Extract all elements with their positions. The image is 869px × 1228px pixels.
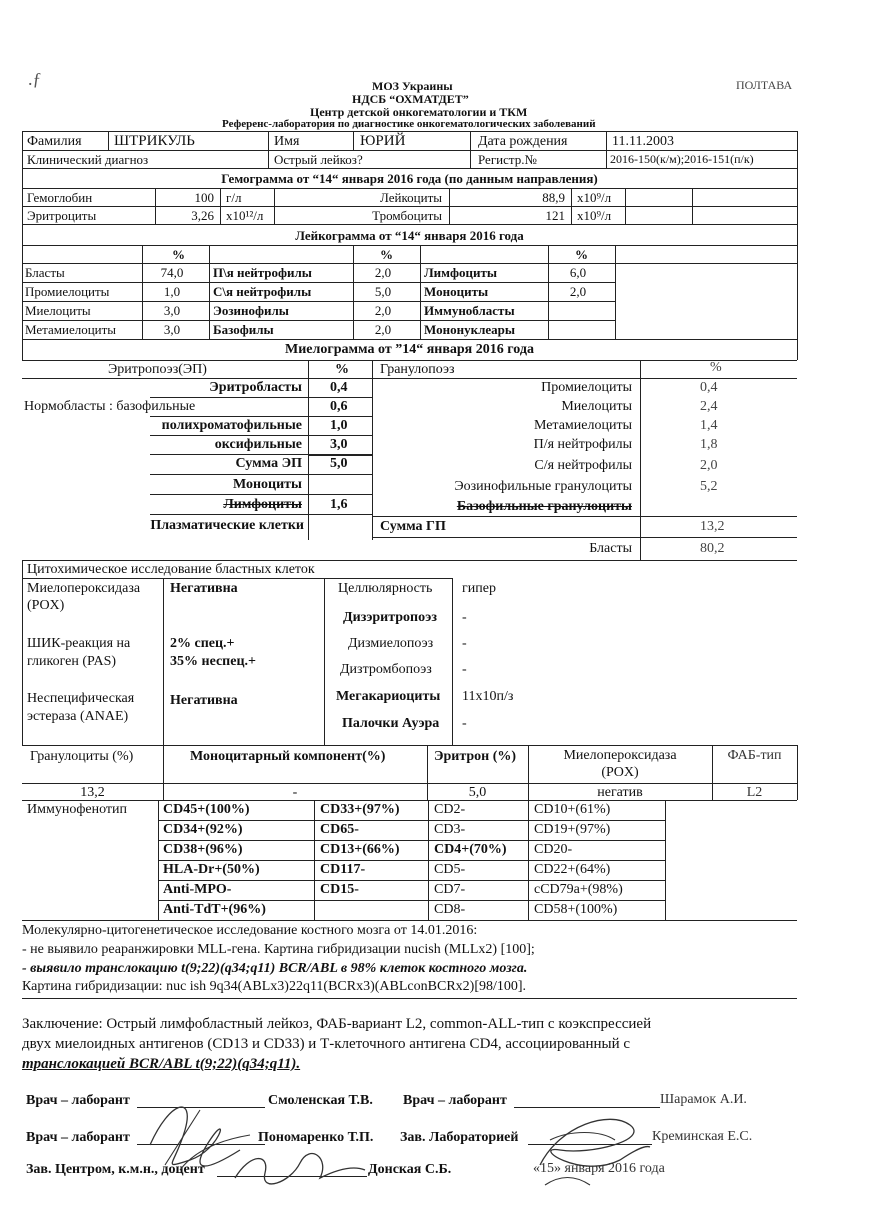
hemoglobin-label: Гемоглобин bbox=[27, 190, 93, 205]
signature-date: «15» января 2016 года bbox=[533, 1161, 665, 1176]
platelets-value: 121 bbox=[545, 208, 565, 223]
pas-label-2: гликоген (PAS) bbox=[27, 654, 117, 669]
myelo-left-label: Эритробласты bbox=[209, 380, 302, 395]
myelo-right-value: 80,2 bbox=[700, 541, 725, 556]
immuno-marker: CD38+(96%) bbox=[163, 842, 243, 857]
myelo-left-label: Нормобласты : базофильные bbox=[24, 399, 196, 414]
leukocytes-value: 88,9 bbox=[542, 190, 565, 205]
org-ministry: МОЗ Украины bbox=[372, 79, 453, 93]
leuko-cell-value: 2,0 bbox=[569, 284, 587, 299]
org-lab: Референс-лаборатория по диагностике онкогематологических заболеваний bbox=[222, 118, 596, 130]
dysthrombopoiesis-label: Дизтромбопоэз bbox=[340, 662, 432, 677]
megakaryocytes-value: 11х10п/з bbox=[462, 689, 514, 704]
name-label: Имя bbox=[274, 134, 300, 149]
sig-name-1: Смоленская Т.В. bbox=[268, 1093, 373, 1108]
leuko-pct-header-1: % bbox=[172, 247, 185, 262]
myelo-right-value: 1,8 bbox=[700, 437, 718, 452]
leuko-cell-label: С\я нейтрофилы bbox=[213, 284, 312, 299]
platelets-label: Тромбоциты bbox=[372, 208, 442, 223]
myelo-right-label: Эозинофильные гранулоциты bbox=[454, 479, 632, 494]
leuko-cell-label: Базофилы bbox=[213, 322, 274, 337]
leuko-cell-value: 1,0 bbox=[163, 284, 181, 299]
myelo-right-value: 5,2 bbox=[700, 479, 718, 494]
leuko-cell-label: Лимфоциты bbox=[424, 265, 498, 280]
leuko-cell-label: Бласты bbox=[25, 265, 65, 280]
leuko-cell-value: 2,0 bbox=[374, 303, 392, 318]
leuko-pct-header-2: % bbox=[380, 247, 393, 262]
sig-role-2: Врач – лаборант bbox=[403, 1093, 507, 1108]
platelets-unit: х10⁹/л bbox=[577, 208, 612, 223]
leuko-cell-label: Миелоциты bbox=[25, 303, 91, 318]
auer-rods-label: Палочки Ауэра bbox=[342, 716, 440, 731]
dysthrombopoiesis-value: - bbox=[462, 662, 467, 677]
leuko-cell-value: 3,0 bbox=[163, 303, 181, 318]
myelo-right-value: 2,4 bbox=[700, 399, 718, 414]
erythron-value: 5,0 bbox=[468, 785, 487, 800]
diagnosis-label: Клинический диагноз bbox=[27, 152, 149, 167]
molecular-line-2: - не выявило реаранжировки MLL-гена. Картина гибридизации nucish (MLLx2) [100]; bbox=[22, 942, 535, 957]
immuno-marker: CD65- bbox=[320, 822, 359, 837]
leuko-cell-label: Мононуклеары bbox=[424, 322, 516, 337]
register-label: Регистр.№ bbox=[478, 152, 537, 167]
leuko-cell-label: Моноциты bbox=[424, 284, 489, 299]
conclusion-line-3: транслокацией BCR/ABL t(9;22)(q34;q11). bbox=[22, 1056, 301, 1072]
diagnosis-value: Острый лейкоз? bbox=[274, 152, 363, 167]
cellularity-value: гипер bbox=[462, 581, 496, 596]
immuno-marker: CD4+(70%) bbox=[434, 842, 507, 857]
leuko-cell-value: 6,0 bbox=[569, 265, 587, 280]
leukocytes-unit: х10⁹/л bbox=[577, 190, 612, 205]
myelo-right-label: Миелоциты bbox=[561, 399, 632, 414]
immuno-marker: CD117- bbox=[320, 862, 366, 877]
leuko-cell-label: П\я нейтрофилы bbox=[213, 265, 312, 280]
leuko-cell-label: Метамиелоциты bbox=[25, 322, 117, 337]
org-hospital: НДСБ “ОХМАТДЕТ” bbox=[352, 92, 469, 106]
immuno-marker: cCD79a+(98%) bbox=[534, 882, 623, 897]
immuno-marker: CD15- bbox=[320, 882, 359, 897]
sig-role-5: Зав. Центром, к.м.н., доцент bbox=[26, 1162, 205, 1177]
sig-role-4: Зав. Лабораторией bbox=[400, 1130, 519, 1145]
dob-label: Дата рождения bbox=[478, 134, 568, 149]
immuno-marker: CD45+(100%) bbox=[163, 802, 250, 817]
myelo-right-label: Сумма ГП bbox=[380, 519, 446, 534]
leuko-cell-label: Эозинофилы bbox=[213, 303, 289, 318]
erythrocytes-label: Эритроциты bbox=[27, 208, 97, 223]
immuno-marker: CD3- bbox=[434, 822, 466, 837]
monocytic-value: - bbox=[292, 785, 298, 800]
myelo-pct-header-2: % bbox=[710, 360, 722, 375]
conclusion-line-1: Заключение: Острый лимфобластный лейкоз, ФАБ-вариант L2, common-ALL-тип с коэкспрессией bbox=[22, 1016, 652, 1032]
immunophenotype-label: Иммунофенотип bbox=[27, 802, 128, 817]
leukogram-title: Лейкограмма от “14“ января 2016 года bbox=[295, 228, 524, 243]
monocytic-header: Моноцитарный компонент(%) bbox=[190, 749, 386, 764]
anae-value: Негативна bbox=[170, 693, 238, 708]
pox-header-2: (POX) bbox=[601, 765, 639, 780]
myelo-left-value: 0,4 bbox=[330, 380, 348, 395]
myelo-left-value: 0,6 bbox=[330, 399, 348, 414]
leuko-cell-value: 2,0 bbox=[374, 265, 392, 280]
immuno-marker: CD22+(64%) bbox=[534, 862, 611, 877]
pas-label-1: ШИК-реакция на bbox=[27, 636, 131, 651]
fab-header: ФАБ-тип bbox=[727, 748, 782, 763]
granulopoiesis-label: Гранулопоэз bbox=[380, 362, 455, 377]
erythron-header: Эритрон (%) bbox=[434, 749, 517, 764]
leuko-cell-value: 3,0 bbox=[163, 322, 181, 337]
leuko-cell-label: Промиелоциты bbox=[25, 284, 110, 299]
cellularity-label: Целлюлярность bbox=[338, 581, 433, 596]
myelo-left-label: Сумма ЭП bbox=[235, 456, 302, 471]
pen-mark: .ƒ bbox=[28, 69, 42, 89]
myelo-left-label: оксифильные bbox=[214, 437, 302, 452]
signature-scribble-2 bbox=[230, 1148, 370, 1188]
immuno-marker: CD58+(100%) bbox=[534, 902, 618, 917]
sig-name-4: Креминская Е.С. bbox=[652, 1129, 753, 1144]
leuko-cell-value: 5,0 bbox=[374, 284, 392, 299]
city-stamp: ПОЛТАВА bbox=[736, 78, 793, 92]
immuno-marker: CD7- bbox=[434, 882, 466, 897]
immuno-marker: CD20- bbox=[534, 842, 573, 857]
myelogram-title: Миелограмма от ”14“ января 2016 года bbox=[285, 342, 534, 357]
register-value: 2016-150(к/м);2016-151(п/к) bbox=[610, 152, 754, 166]
megakaryocytes-label: Мегакариоциты bbox=[336, 689, 441, 704]
leuko-cell-value: 74,0 bbox=[160, 265, 184, 280]
pas-value-2: 35% неспец.+ bbox=[170, 654, 256, 669]
dysmyelopoiesis-value: - bbox=[462, 636, 467, 651]
myelo-left-value: 1,0 bbox=[330, 418, 348, 433]
surname-value: ШТРИКУЛЬ bbox=[114, 133, 195, 149]
immuno-marker: Anti-TdT+(96%) bbox=[163, 902, 266, 917]
immuno-marker: CD5- bbox=[434, 862, 466, 877]
myelo-right-label: Базофильные гранулоциты bbox=[456, 499, 632, 514]
anae-label-2: эстераза (ANAE) bbox=[27, 709, 129, 724]
immuno-marker: CD13+(66%) bbox=[320, 842, 400, 857]
myelo-right-value: 0,4 bbox=[700, 380, 718, 395]
hemogram-title: Гемограмма от “14“ января 2016 года (по данным направления) bbox=[221, 171, 598, 186]
dyserythropoiesis-label: Дизэритропоэз bbox=[343, 610, 437, 625]
myelo-right-label: Промиелоциты bbox=[541, 380, 632, 395]
myelo-left-value: 3,0 bbox=[330, 437, 348, 452]
name-value: ЮРИЙ bbox=[360, 133, 406, 149]
dyserythropoiesis-value: - bbox=[462, 610, 467, 625]
leuko-cell-label: Иммунобласты bbox=[424, 303, 515, 318]
myelo-right-value: 2,0 bbox=[700, 458, 718, 473]
conclusion-line-2: двух миелоидных антигенов (CD13 и CD33) и Т-клеточного антигена CD4, ассоциированный с bbox=[22, 1036, 631, 1052]
myelo-left-label: Лимфоциты bbox=[223, 497, 302, 512]
sig-name-5: Донская С.Б. bbox=[368, 1162, 452, 1177]
anae-label-1: Неспецифическая bbox=[27, 691, 135, 706]
sig-name-2: Шарамок А.И. bbox=[660, 1092, 747, 1107]
myelo-left-label: Плазматические клетки bbox=[150, 518, 304, 533]
cytochem-title: Цитохимическое исследование бластных клеток bbox=[27, 562, 315, 577]
immuno-marker: CD2- bbox=[434, 802, 466, 817]
myelo-left-value: 1,6 bbox=[330, 497, 348, 512]
immuno-marker: CD33+(97%) bbox=[320, 802, 400, 817]
myelo-pct-header: % bbox=[335, 362, 349, 377]
myelo-right-label: Метамиелоциты bbox=[533, 418, 632, 433]
immuno-marker: CD8- bbox=[434, 902, 466, 917]
myelo-right-value: 13,2 bbox=[700, 519, 725, 534]
hemoglobin-unit: г/л bbox=[226, 190, 242, 205]
erythrocytes-value: 3,26 bbox=[191, 208, 214, 223]
myelo-right-label: П/я нейтрофилы bbox=[533, 437, 632, 452]
immuno-marker: HLA-Dr+(50%) bbox=[163, 862, 260, 877]
immuno-marker: CD34+(92%) bbox=[163, 822, 243, 837]
myelo-left-label: полихроматофильные bbox=[161, 418, 302, 433]
myelo-left-label: Моноциты bbox=[232, 477, 302, 492]
immuno-marker: CD10+(61%) bbox=[534, 802, 611, 817]
org-center: Центр детской онкогематологии и ТКМ bbox=[310, 105, 528, 119]
leuko-pct-header-3: % bbox=[575, 247, 588, 262]
auer-rods-value: - bbox=[462, 716, 467, 731]
molecular-line-1: Молекулярно-цитогенетическое исследование костного мозга от 14.01.2016: bbox=[22, 923, 478, 938]
pas-value-1: 2% спец.+ bbox=[170, 636, 235, 651]
dob-value: 11.11.2003 bbox=[612, 134, 674, 149]
pox-summary-value: негатив bbox=[597, 785, 643, 800]
myelo-right-label: Бласты bbox=[589, 541, 632, 556]
sig-role-1: Врач – лаборант bbox=[26, 1093, 130, 1108]
signature-scribble-3 bbox=[520, 1105, 660, 1195]
myelo-left-value: 5,0 bbox=[330, 456, 348, 471]
pox-label-1: Миелопероксидаза bbox=[27, 581, 141, 596]
immuno-marker: Anti-MPO- bbox=[163, 882, 232, 897]
dysmyelopoiesis-label: Дизмиелопоэз bbox=[348, 636, 434, 651]
sig-name-3: Пономаренко Т.П. bbox=[258, 1130, 374, 1145]
leukocytes-label: Лейкоциты bbox=[380, 190, 442, 205]
sig-role-3: Врач – лаборант bbox=[26, 1130, 130, 1145]
pox-label-2: (POX) bbox=[27, 598, 65, 613]
pox-header-1: Миелопероксидаза bbox=[563, 748, 677, 763]
granulocytes-value: 13,2 bbox=[80, 785, 105, 800]
pox-value: Негативна bbox=[170, 581, 238, 596]
granulocytes-header: Гранулоциты (%) bbox=[30, 749, 134, 764]
hemoglobin-value: 100 bbox=[194, 190, 214, 205]
erythrocytes-unit: х10¹²/л bbox=[226, 208, 264, 223]
myelo-right-label: С/я нейтрофилы bbox=[534, 458, 632, 473]
molecular-line-4: Картина гибридизации: nuc ish 9q34(ABLx3)22q11(BCRx3)(ABLconBCRx2)[98/100]. bbox=[22, 979, 527, 994]
fab-value: L2 bbox=[746, 785, 763, 800]
surname-label: Фамилия bbox=[27, 134, 82, 149]
myelo-right-value: 1,4 bbox=[700, 418, 718, 433]
molecular-line-3: - выявило транслокацию t(9;22)(q34;q11) BCR/ABL в 98% клеток костного мозга. bbox=[22, 961, 528, 976]
erythropoiesis-label: Эритропоэз(ЭП) bbox=[108, 362, 207, 377]
immuno-marker: CD19+(97%) bbox=[534, 822, 611, 837]
leuko-cell-value: 2,0 bbox=[374, 322, 392, 337]
